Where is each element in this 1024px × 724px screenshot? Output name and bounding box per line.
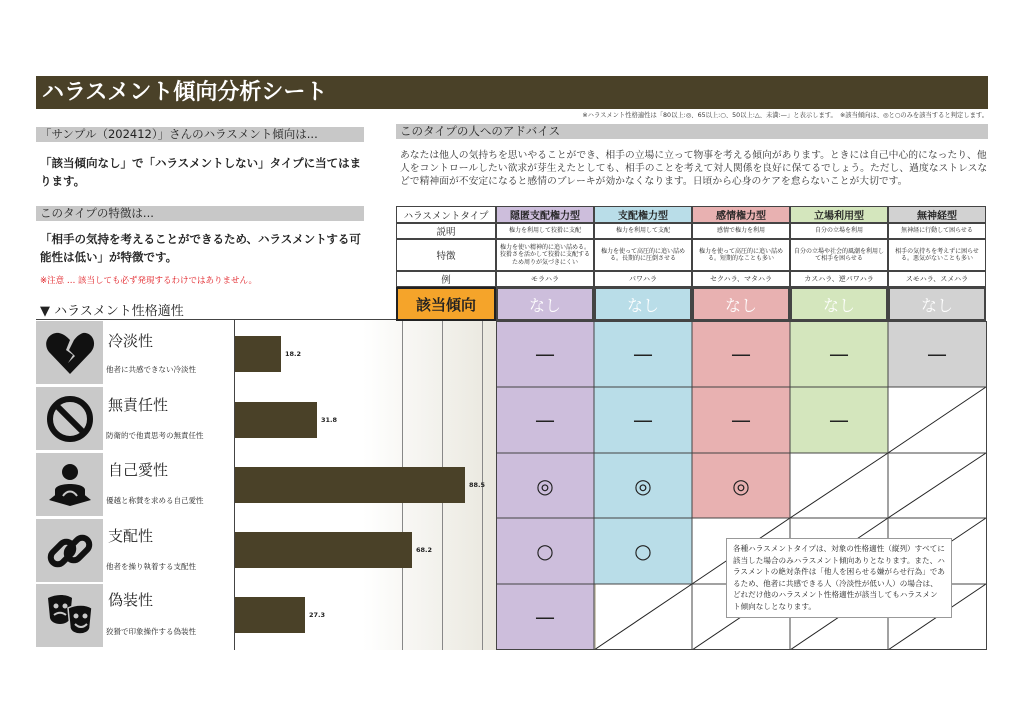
mark-cell: ○: [536, 539, 554, 563]
trait-bar: [235, 402, 317, 438]
mark-cell: —: [829, 408, 849, 432]
type-match: なし: [888, 287, 986, 321]
type-example: カスハラ、逆パワハラ: [790, 271, 888, 287]
self-love-person-icon: [36, 453, 103, 516]
type-match: なし: [692, 287, 790, 321]
type-name: 感情権力型: [692, 206, 790, 223]
mark-cell: —: [535, 342, 555, 366]
type-example: モラハラ: [496, 271, 594, 287]
mark-cell: ◎: [732, 473, 750, 498]
type-name: 隠匿支配権力型: [496, 206, 594, 223]
trait-desc: 他者に共感できない冷淡性: [106, 365, 196, 374]
type-feature: 権力を使って高圧的に追い詰める。長期的に圧倒させる: [594, 239, 692, 271]
mark-cell: —: [535, 605, 555, 629]
advice-text: あなたは他人の気持ちを思いやることができ、相手の立場に立って物事を考える傾向があります。ときには自己中心的になったり、他人をコントロールしたい欲求が芽生えたとしても、相手のことを考えて対人関係を良好に保てるでしょう。ただし、過度なストレスなどで精神面が不安定になると感情のブレーキが効かなくなります。日頃から心身のケアを怠らないことが大切です。: [400, 150, 988, 188]
caution-note: ※注意 … 該当しても必ず発現するわけではありません。: [40, 276, 258, 286]
type-name: 立場利用型: [790, 206, 888, 223]
trait-desc: 防衛的で他責思考の無責任性: [106, 431, 204, 440]
type-desc: 自分の立場を利用: [790, 223, 888, 239]
aptitude-heading: ▼ ハラスメント性格適性: [40, 304, 184, 319]
match-heading: 該当傾向: [396, 287, 496, 321]
trait-desc: 優越と称賛を求める自己愛性: [106, 496, 204, 505]
mark-cell: ◎: [634, 473, 652, 498]
mark-cell: —: [731, 408, 751, 432]
result-heading: 「サンプル（202412）」さんのハラスメント傾向は...: [36, 127, 364, 142]
row-label-example: 例: [396, 271, 496, 287]
mark-cell: —: [535, 408, 555, 432]
mark-cell: —: [731, 342, 751, 366]
type-example: パワハラ: [594, 271, 692, 287]
trait-bar: [235, 467, 465, 503]
type-match: なし: [496, 287, 594, 321]
type-feature: 相手の気持ちを考えずに困らせる。悪気がないことも多い: [888, 239, 986, 271]
mark-cell: —: [927, 342, 947, 366]
type-desc: 感情で権力を利用: [692, 223, 790, 239]
result-text: 「該当傾向なし」で「ハラスメントしない」タイプに当てはまります。: [40, 156, 362, 188]
mark-cell: —: [829, 342, 849, 366]
row-label-type: ハラスメントタイプ: [396, 206, 496, 223]
trait-name: 無責任性: [108, 396, 169, 414]
type-match: なし: [790, 287, 888, 321]
trait-name: 自己愛性: [108, 461, 169, 479]
trait-name: 支配性: [108, 527, 154, 545]
type-match: なし: [594, 287, 692, 321]
prohibited-icon: [36, 387, 103, 450]
trait-desc: 狡猾で印象操作する偽装性: [106, 627, 196, 636]
trait-bar: [235, 532, 412, 568]
features-text: 「相手の気持を考えることができるため、ハラスメントする可能性は低い」が特徴です。: [40, 232, 361, 264]
type-name: 支配権力型: [594, 206, 692, 223]
trait-desc: 他者を操り執着する支配性: [106, 562, 196, 571]
advice-heading: このタイプの人へのアドバイス: [396, 124, 988, 139]
broken-heart-icon: [36, 321, 103, 384]
trait-value: 18.2: [285, 350, 302, 358]
trait-bar: [235, 336, 281, 372]
type-feature: 権力を使い精神的に追い詰める。狡猾さを活かして狡猾に支配するため周りが気づきにくい: [496, 239, 594, 271]
trait-value: 31.8: [321, 416, 338, 424]
trait-name: 冷淡性: [108, 332, 154, 350]
mark-cell: ◎: [536, 473, 554, 498]
row-label-feature: 特徴: [396, 239, 496, 271]
type-name: 無神経型: [888, 206, 986, 223]
type-example: セクハラ、マタハラ: [692, 271, 790, 287]
mark-cell: —: [633, 342, 653, 366]
trait-value: 88.5: [469, 481, 486, 489]
trait-value: 27.3: [309, 611, 326, 619]
trait-name: 偽装性: [108, 591, 154, 609]
type-desc: 権力を利用して支配: [594, 223, 692, 239]
explanation-note: 各種ハラスメントタイプは、対象の性格適性（縦列）すべてに該当した場合のみハラスメント傾向ありとなります。また、ハラスメントの絶対条件は「他人を困らせる嫌がらせ行為」であるため、他者に共感できる人（冷淡性が低い人）の場合は、どれだけ他のハラスメント性格適性が該当してもハラスメント傾向なしとなります。: [726, 538, 952, 618]
type-desc: 権力を利用して狡猾に支配: [496, 223, 594, 239]
trait-bar: [235, 597, 305, 633]
page-title: ハラスメント傾向分析シート: [42, 80, 328, 105]
type-example: スモハラ、スメハラ: [888, 271, 986, 287]
theater-masks-icon: [36, 584, 103, 647]
legend-note: ※ハラスメント性格適性は「80以上:◎、65以上:○、50以上:△、未満:—」と表示します。 ※該当傾向は、◎と○のみを該当すると判定します。: [582, 112, 988, 119]
trait-value: 68.2: [416, 546, 433, 554]
mark-cell: ○: [634, 539, 652, 563]
mark-cell: —: [633, 408, 653, 432]
features-heading: このタイプの特徴は...: [36, 206, 364, 221]
row-label-desc: 説明: [396, 223, 496, 239]
chain-link-icon: [36, 519, 103, 582]
type-feature: 自分の立場や社会的風潮を利用して相手を困らせる: [790, 239, 888, 271]
type-feature: 権力を使って高圧的に追い詰める。短期的なことも多い: [692, 239, 790, 271]
type-desc: 無神経に行動して困らせる: [888, 223, 986, 239]
